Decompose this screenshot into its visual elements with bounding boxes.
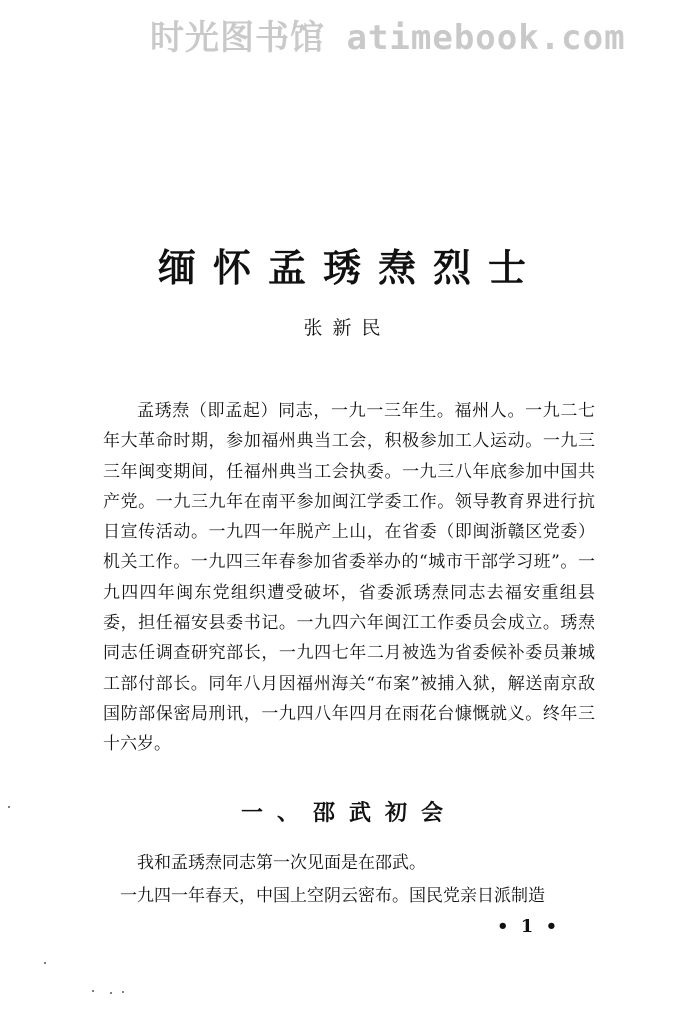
section-heading: 一、邵武初会: [240, 801, 457, 826]
scan-speck: [92, 990, 94, 992]
author-name: 张新民: [303, 317, 391, 339]
scan-speck: [8, 806, 10, 808]
watermark: 时光图书馆 atimebook.com: [150, 18, 626, 58]
intro-paragraph: 孟琇焘（即孟起）同志，一九一三年生。福州人。一九二七年大革命时期，参加福州典当工会，积极参加工人运动。一九三三年闽变期间，任福州典当工会执委。一九三八年底参加中国共产党。一九三九年在南平参加闽江学委工作。领导教育界进行抗日宣传活动。一九四一年脱产上山，在省委（即闽浙赣区党委）机关工作。一九四三年春参加省委举办的“城市干部学习班”。一九四四年闽东党组织遭受破坏，省委派琇焘同志去福安重组县委，担任福安县委书记。一九四六年闽江工作委员会成立。琇焘同志任调查研究部长，一九四七年二月被选为省委候补委员兼城工部付部长。同年八月因福州海关“布案”被捕入狱，解送南京敌国防部保密局刑讯，一九四八年四月在雨花台慷慨就义。终年三十六岁。: [103, 401, 595, 755]
body-paragraph: 一九四一年春天，中国上空阴云密布。国民党亲日派制造: [120, 886, 545, 906]
body-paragraph: 我和孟琇焘同志第一次见面是在邵武。: [137, 853, 426, 873]
scan-speck: [44, 962, 46, 964]
scan-speck: [110, 992, 112, 994]
page-number: • 1 •: [497, 916, 561, 937]
scan-speck: [122, 991, 124, 993]
page-title: 缅怀孟琇焘烈士: [157, 245, 543, 290]
